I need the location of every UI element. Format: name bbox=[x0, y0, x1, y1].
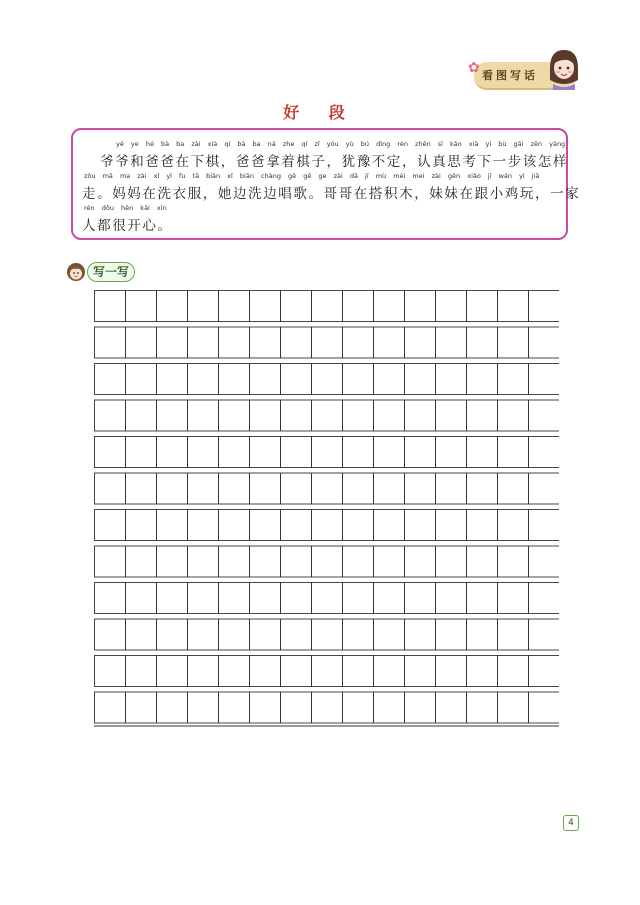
grid-cell[interactable] bbox=[250, 656, 281, 687]
grid-cell[interactable] bbox=[126, 437, 157, 468]
grid-cell[interactable] bbox=[343, 619, 374, 650]
grid-cell[interactable] bbox=[157, 510, 188, 541]
grid-cell[interactable] bbox=[436, 364, 467, 395]
grid-cell[interactable] bbox=[250, 291, 281, 322]
grid-cell[interactable] bbox=[467, 291, 498, 322]
grid-cell[interactable] bbox=[498, 437, 529, 468]
grid-cell[interactable] bbox=[250, 619, 281, 650]
grid-cell[interactable] bbox=[498, 327, 529, 358]
grid-cell[interactable] bbox=[374, 291, 405, 322]
grid-cell[interactable] bbox=[188, 619, 219, 650]
grid-cell[interactable] bbox=[219, 656, 250, 687]
grid-cell[interactable] bbox=[95, 473, 126, 504]
grid-cell[interactable] bbox=[343, 291, 374, 322]
grid-cell[interactable] bbox=[467, 546, 498, 577]
grid-cell[interactable] bbox=[436, 619, 467, 650]
grid-cell[interactable] bbox=[343, 510, 374, 541]
grid-cell[interactable] bbox=[188, 327, 219, 358]
grid-cell[interactable] bbox=[95, 291, 126, 322]
grid-cell[interactable] bbox=[312, 291, 343, 322]
grid-cell[interactable] bbox=[281, 510, 312, 541]
grid-cell[interactable] bbox=[281, 619, 312, 650]
grid-cell[interactable] bbox=[188, 692, 219, 723]
grid-cell[interactable] bbox=[188, 656, 219, 687]
grid-cell[interactable] bbox=[95, 510, 126, 541]
grid-cell[interactable] bbox=[529, 546, 560, 577]
grid-cell[interactable] bbox=[467, 656, 498, 687]
grid-cell[interactable] bbox=[281, 546, 312, 577]
grid-cell[interactable] bbox=[529, 437, 560, 468]
grid-cell[interactable] bbox=[219, 291, 250, 322]
grid-cell[interactable] bbox=[436, 473, 467, 504]
grid-cell[interactable] bbox=[467, 619, 498, 650]
grid-cell[interactable] bbox=[405, 510, 436, 541]
hanzi-line-2: 走。妈妈在洗衣服，她边洗边唱歌。哥哥在搭积木，妹妹在跟小鸡玩，一家 bbox=[82, 186, 581, 202]
grid-cell[interactable] bbox=[436, 692, 467, 723]
grid-cell[interactable] bbox=[405, 692, 436, 723]
grid-cell[interactable] bbox=[498, 583, 529, 614]
grid-cell[interactable] bbox=[219, 327, 250, 358]
grid-cell[interactable] bbox=[126, 656, 157, 687]
grid-cell[interactable] bbox=[436, 437, 467, 468]
grid-cell[interactable] bbox=[219, 692, 250, 723]
grid-cell[interactable] bbox=[95, 619, 126, 650]
grid-cell[interactable] bbox=[219, 473, 250, 504]
grid-cell[interactable] bbox=[219, 510, 250, 541]
grid-cell[interactable] bbox=[188, 400, 219, 431]
grid-cell[interactable] bbox=[467, 400, 498, 431]
grid-cell[interactable] bbox=[467, 692, 498, 723]
grid-cell[interactable] bbox=[312, 327, 343, 358]
grid-cell[interactable] bbox=[467, 437, 498, 468]
grid-cell[interactable] bbox=[157, 327, 188, 358]
grid-cell[interactable] bbox=[498, 656, 529, 687]
grid-cell[interactable] bbox=[498, 692, 529, 723]
grid-cell[interactable] bbox=[219, 364, 250, 395]
grid-cell[interactable] bbox=[188, 437, 219, 468]
flower-icon: ✿ bbox=[468, 60, 480, 76]
grid-cell[interactable] bbox=[250, 437, 281, 468]
grid-cell[interactable] bbox=[312, 510, 343, 541]
grid-cell[interactable] bbox=[498, 400, 529, 431]
child-face-icon bbox=[66, 262, 86, 282]
grid-cell[interactable] bbox=[436, 510, 467, 541]
grid-cell[interactable] bbox=[250, 692, 281, 723]
grid-cell[interactable] bbox=[312, 473, 343, 504]
grid-cell[interactable] bbox=[343, 656, 374, 687]
grid-cell[interactable] bbox=[95, 692, 126, 723]
grid-cell[interactable] bbox=[529, 583, 560, 614]
grid-cell[interactable] bbox=[529, 473, 560, 504]
grid-cell[interactable] bbox=[343, 437, 374, 468]
grid-cell[interactable] bbox=[343, 327, 374, 358]
grid-cell[interactable] bbox=[436, 583, 467, 614]
grid-cell[interactable] bbox=[374, 692, 405, 723]
girl-avatar-icon bbox=[544, 46, 584, 90]
grid-cell[interactable] bbox=[219, 400, 250, 431]
grid-cell[interactable] bbox=[467, 510, 498, 541]
grid-cell[interactable] bbox=[436, 656, 467, 687]
grid-cell[interactable] bbox=[529, 656, 560, 687]
grid-cell[interactable] bbox=[374, 546, 405, 577]
grid-cell[interactable] bbox=[281, 473, 312, 504]
hanzi-line-3: 人都很开心。 bbox=[82, 218, 173, 234]
grid-cell[interactable] bbox=[250, 510, 281, 541]
grid-cell[interactable] bbox=[343, 692, 374, 723]
grid-cell[interactable] bbox=[188, 510, 219, 541]
grid-cell[interactable] bbox=[250, 400, 281, 431]
grid-cell[interactable] bbox=[281, 583, 312, 614]
grid-cell[interactable] bbox=[157, 473, 188, 504]
grid-cell[interactable] bbox=[126, 291, 157, 322]
grid-cell[interactable] bbox=[374, 473, 405, 504]
grid-cell[interactable] bbox=[529, 692, 560, 723]
grid-cell[interactable] bbox=[281, 291, 312, 322]
grid-cell[interactable] bbox=[250, 546, 281, 577]
grid-cell[interactable] bbox=[157, 692, 188, 723]
grid-cell[interactable] bbox=[219, 546, 250, 577]
grid-cell[interactable] bbox=[126, 692, 157, 723]
grid-cell[interactable] bbox=[529, 400, 560, 431]
grid-cell[interactable] bbox=[188, 364, 219, 395]
grid-cell[interactable] bbox=[312, 656, 343, 687]
grid-cell[interactable] bbox=[436, 546, 467, 577]
grid-cell[interactable] bbox=[374, 510, 405, 541]
grid-cell[interactable] bbox=[281, 327, 312, 358]
write-section-label: 写一写 bbox=[87, 262, 135, 282]
grid-cell[interactable] bbox=[529, 364, 560, 395]
grid-cell[interactable] bbox=[529, 510, 560, 541]
grid-cell[interactable] bbox=[467, 473, 498, 504]
grid-cell[interactable] bbox=[312, 583, 343, 614]
grid-cell[interactable] bbox=[405, 619, 436, 650]
grid-cell[interactable] bbox=[343, 473, 374, 504]
grid-cell[interactable] bbox=[312, 619, 343, 650]
grid-cell[interactable] bbox=[498, 510, 529, 541]
grid-cell[interactable] bbox=[374, 583, 405, 614]
grid-cell[interactable] bbox=[126, 364, 157, 395]
grid-cell[interactable] bbox=[157, 619, 188, 650]
grid-cell[interactable] bbox=[312, 546, 343, 577]
grid-cell[interactable] bbox=[95, 437, 126, 468]
grid-cell[interactable] bbox=[219, 619, 250, 650]
grid-cell[interactable] bbox=[498, 619, 529, 650]
grid-cell[interactable] bbox=[436, 291, 467, 322]
pinyin-line-3: rén dōu hěn kāi xīn bbox=[84, 204, 167, 212]
grid-cell[interactable] bbox=[157, 437, 188, 468]
grid-cell[interactable] bbox=[95, 583, 126, 614]
grid-cell[interactable] bbox=[374, 656, 405, 687]
grid-cell[interactable] bbox=[374, 364, 405, 395]
grid-cell[interactable] bbox=[467, 327, 498, 358]
grid-cell[interactable] bbox=[529, 327, 560, 358]
grid-cell[interactable] bbox=[312, 692, 343, 723]
grid-cell[interactable] bbox=[126, 473, 157, 504]
grid-cell[interactable] bbox=[157, 291, 188, 322]
grid-cell[interactable] bbox=[95, 546, 126, 577]
grid-cell[interactable] bbox=[250, 583, 281, 614]
grid-cell[interactable] bbox=[374, 327, 405, 358]
grid-cell[interactable] bbox=[219, 583, 250, 614]
grid-cell[interactable] bbox=[126, 327, 157, 358]
grid-cell[interactable] bbox=[188, 583, 219, 614]
grid-cell[interactable] bbox=[405, 327, 436, 358]
writing-grid[interactable] bbox=[94, 290, 559, 732]
grid-cell[interactable] bbox=[343, 364, 374, 395]
section-label: 看图写话 bbox=[482, 69, 538, 82]
grid-cell[interactable] bbox=[157, 400, 188, 431]
grid-cell[interactable] bbox=[374, 437, 405, 468]
grid-cell[interactable] bbox=[467, 364, 498, 395]
grid-cell[interactable] bbox=[343, 546, 374, 577]
grid-cell[interactable] bbox=[529, 291, 560, 322]
grid-cell[interactable] bbox=[188, 546, 219, 577]
grid-cell[interactable] bbox=[126, 546, 157, 577]
grid-cell[interactable] bbox=[405, 400, 436, 431]
grid-cell[interactable] bbox=[126, 510, 157, 541]
grid-cell[interactable] bbox=[498, 546, 529, 577]
grid-cell[interactable] bbox=[188, 473, 219, 504]
grid-cell[interactable] bbox=[281, 656, 312, 687]
grid-cell[interactable] bbox=[281, 692, 312, 723]
grid-cell[interactable] bbox=[281, 400, 312, 431]
grid-cell[interactable] bbox=[95, 327, 126, 358]
grid-cell[interactable] bbox=[343, 400, 374, 431]
grid-cell[interactable] bbox=[157, 656, 188, 687]
grid-cell[interactable] bbox=[219, 437, 250, 468]
grid-cell[interactable] bbox=[126, 619, 157, 650]
hanzi-line-1: 爷爷和爸爸在下棋，爸爸拿着棋子，犹豫不定，认真思考下一步该怎样 bbox=[100, 154, 569, 170]
grid-cell[interactable] bbox=[405, 473, 436, 504]
grid-cell[interactable] bbox=[405, 437, 436, 468]
grid-cell[interactable] bbox=[95, 656, 126, 687]
grid-cell[interactable] bbox=[126, 400, 157, 431]
grid-cell[interactable] bbox=[405, 583, 436, 614]
pinyin-line-1: yé ye hé bà ba zài xià qí bà ba ná zhe qí zǐ yóu yù bú dìng rèn zhēn sī kǎo xià yí bù gāi zěn yàng bbox=[116, 140, 566, 148]
grid-cell[interactable] bbox=[157, 364, 188, 395]
grid-cell[interactable] bbox=[250, 473, 281, 504]
grid-cell[interactable] bbox=[405, 656, 436, 687]
grid-cell[interactable] bbox=[498, 364, 529, 395]
grid-cell[interactable] bbox=[343, 583, 374, 614]
grid-cell[interactable] bbox=[498, 473, 529, 504]
grid-cell[interactable] bbox=[405, 364, 436, 395]
grid-cell[interactable] bbox=[157, 546, 188, 577]
grid-cell[interactable] bbox=[126, 583, 157, 614]
grid-cell[interactable] bbox=[188, 291, 219, 322]
grid-cell[interactable] bbox=[436, 400, 467, 431]
grid-cell[interactable] bbox=[281, 437, 312, 468]
grid-cell[interactable] bbox=[312, 437, 343, 468]
grid-cell[interactable] bbox=[374, 619, 405, 650]
grid-cell[interactable] bbox=[250, 364, 281, 395]
pinyin-line-2: zǒu mā ma zài xǐ yī fu tā biān xǐ biān chàng gē gē ge zài dā jī mù mèi mei zài gēn xiǎo jī wán yì jiā bbox=[84, 172, 540, 180]
grid-cell[interactable] bbox=[312, 400, 343, 431]
page-number: 4 bbox=[563, 815, 579, 831]
grid-cell[interactable] bbox=[498, 291, 529, 322]
grid-cell[interactable] bbox=[95, 400, 126, 431]
grid-cell[interactable] bbox=[436, 327, 467, 358]
grid-cell[interactable] bbox=[467, 583, 498, 614]
grid-cell[interactable] bbox=[529, 619, 560, 650]
grid-cell[interactable] bbox=[405, 546, 436, 577]
grid-cell[interactable] bbox=[95, 364, 126, 395]
grid-cell[interactable] bbox=[250, 327, 281, 358]
grid-cell[interactable] bbox=[374, 400, 405, 431]
grid-cell[interactable] bbox=[312, 364, 343, 395]
grid-cell[interactable] bbox=[157, 583, 188, 614]
grid-cell[interactable] bbox=[281, 364, 312, 395]
page-title: 好 段 bbox=[283, 103, 357, 122]
grid-cell[interactable] bbox=[405, 291, 436, 322]
